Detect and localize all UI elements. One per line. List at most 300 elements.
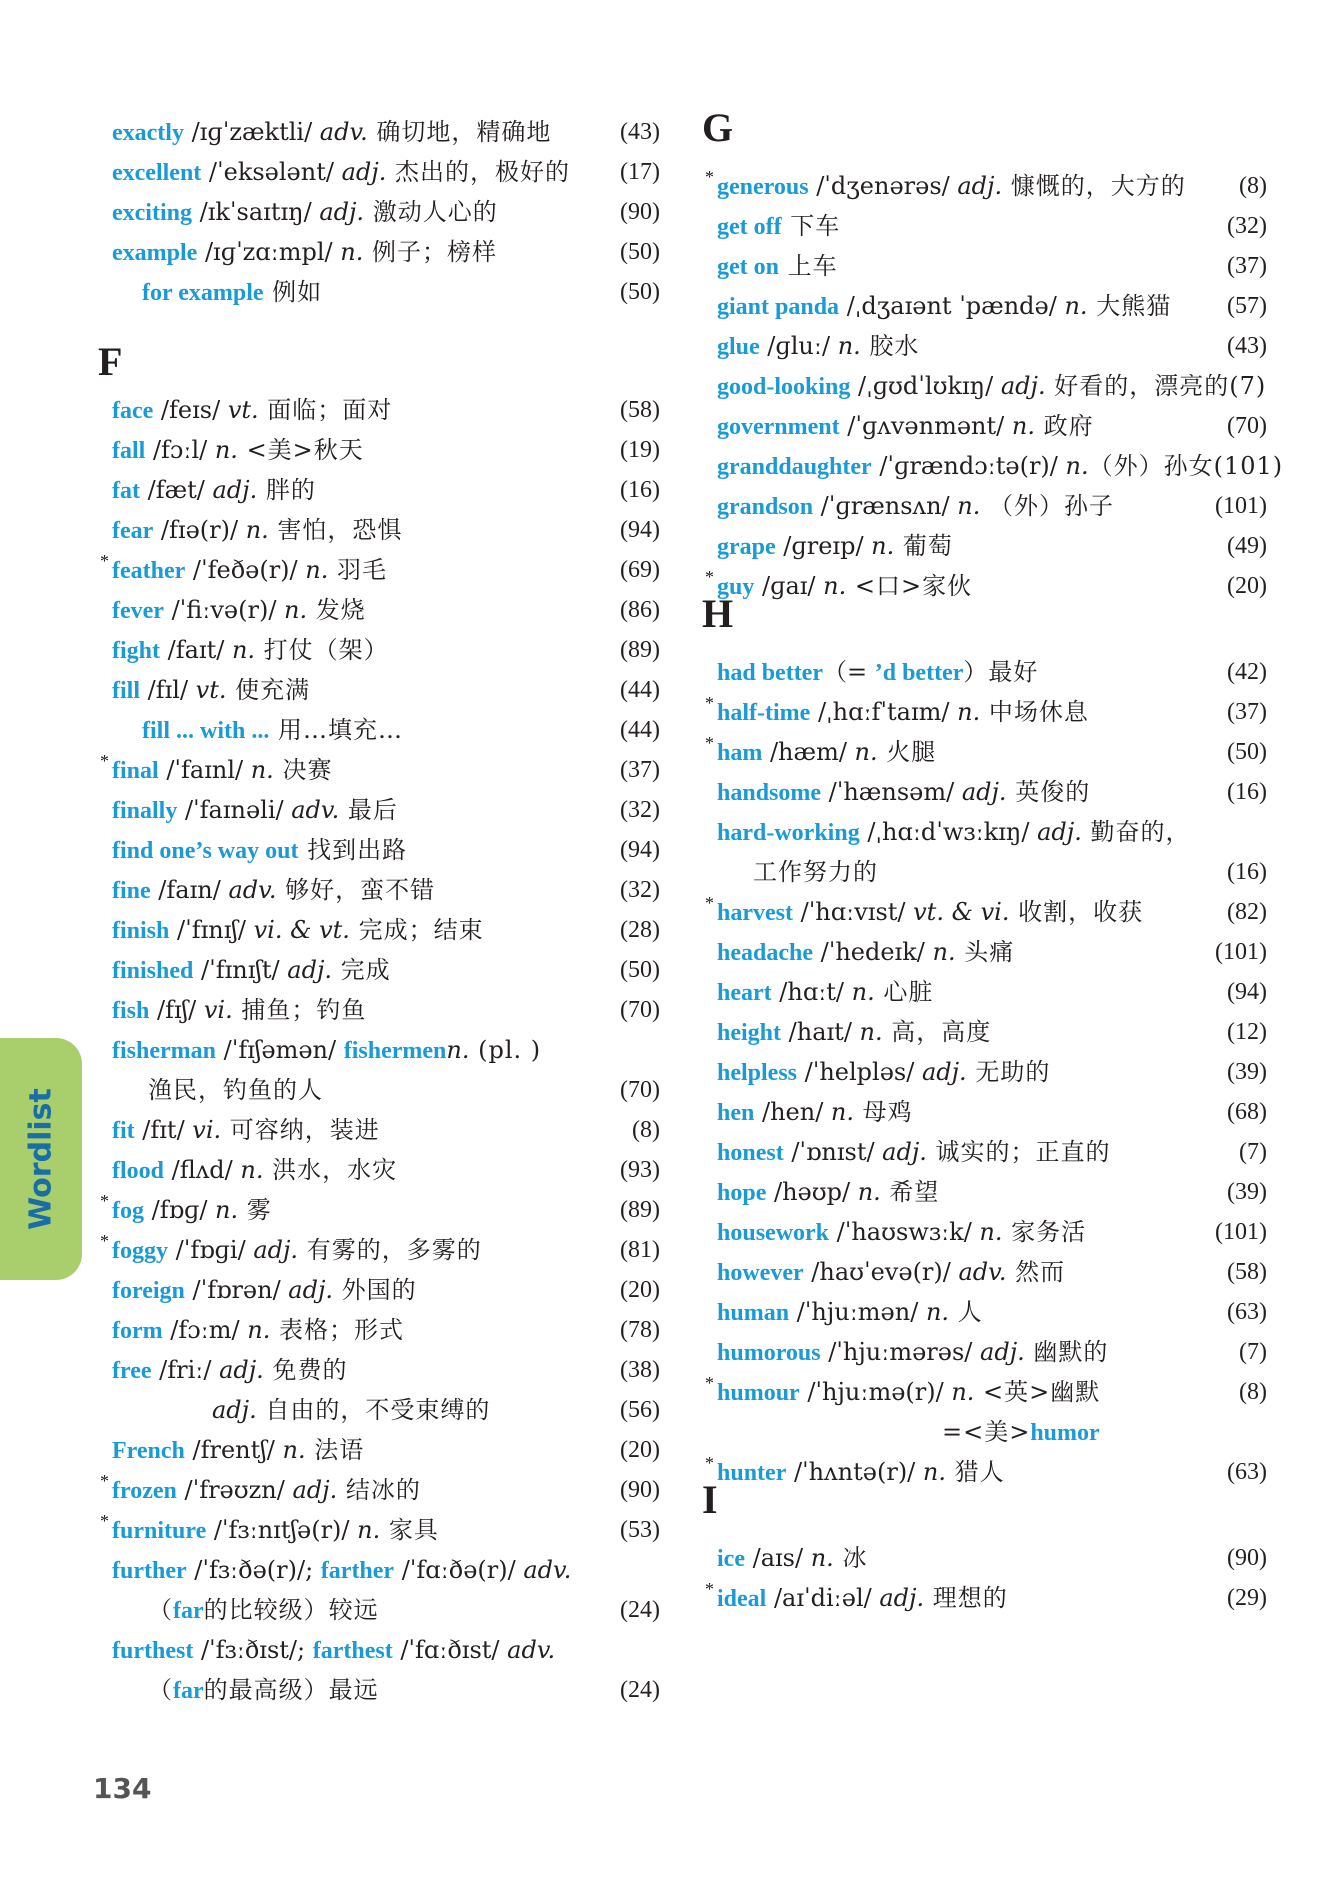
entry-row <box>112 1350 347 1390</box>
definition: 政府 <box>1034 412 1094 440</box>
page-ref: (8) <box>1239 1379 1267 1405</box>
phonetic: /ˈfɪnɪʃt/ <box>193 956 288 984</box>
definition: 发烧 <box>307 596 366 624</box>
headword: had better <box>717 660 823 686</box>
headword: flood <box>112 1158 165 1184</box>
starred-marker: * <box>705 1373 714 1393</box>
phonetic: /ˈfɪnɪʃ/ <box>169 916 254 944</box>
entry-row <box>112 550 387 590</box>
entry-row <box>717 326 919 366</box>
part-of-speech: adj. <box>1037 818 1082 846</box>
section-letter: G <box>702 105 734 150</box>
entry-row <box>717 1012 991 1052</box>
part-of-speech: n. <box>979 1218 1003 1246</box>
page-ref: (90) <box>620 199 660 225</box>
definition: 免费的 <box>263 1356 348 1384</box>
phonetic: /ˈdʒenərəs/ <box>808 172 958 200</box>
page-ref: (89) <box>620 1197 660 1223</box>
page-ref: (20) <box>1227 573 1267 599</box>
phonetic: /hɑːt/ <box>771 978 852 1006</box>
headword: ice <box>717 1546 745 1572</box>
page-ref: (90) <box>1227 1545 1267 1571</box>
definition: 洪水，水灾 <box>263 1156 398 1184</box>
entry-row <box>112 112 551 152</box>
definition: 然而 <box>1006 1258 1066 1286</box>
part-of-speech: adj. <box>287 956 333 984</box>
headword: get on <box>717 254 779 280</box>
phonetic: /ˈɡrændɔːtə(r)/ <box>871 452 1066 480</box>
definition: 家务活 <box>1002 1218 1087 1246</box>
entry-row <box>112 1190 272 1230</box>
page-ref: (24) <box>620 1677 660 1703</box>
part-of-speech: n. <box>282 1436 306 1464</box>
entry-row <box>717 892 1143 932</box>
definition: 家具 <box>380 1516 439 1544</box>
entry-row <box>717 526 953 566</box>
part-of-speech: n. <box>214 436 238 464</box>
definition: 自由的，不受束缚的 <box>256 1396 491 1424</box>
part-of-speech: n. <box>250 756 274 784</box>
headword: fill ... with ... <box>142 718 270 744</box>
entry-row <box>717 692 1089 732</box>
phonetic: （= <box>822 658 875 686</box>
headword-alt: ’d better <box>874 660 964 686</box>
phonetic: /fɒɡ/ <box>144 1196 216 1224</box>
headword: helpless <box>717 1060 798 1086</box>
part-of-speech: vi. <box>203 996 233 1024</box>
headword: French <box>112 1438 185 1464</box>
phonetic: /fɔːm/ <box>162 1316 248 1344</box>
phonetic: /ˈfɜːnɪtʃə(r)/ <box>206 1516 358 1544</box>
headword: humour <box>717 1380 800 1406</box>
phonetic: /ˈfiːvə(r)/ <box>163 596 285 624</box>
page-ref: (50) <box>1227 739 1267 765</box>
headword: harvest <box>717 900 793 926</box>
part-of-speech: adj. <box>1000 372 1046 400</box>
entry-row <box>717 1252 1065 1292</box>
part-of-speech: adj. <box>882 1138 927 1166</box>
definition: 幽默的 <box>1024 1338 1109 1366</box>
starred-marker: * <box>100 1231 109 1251</box>
part-of-speech: n. <box>823 572 847 600</box>
page-ref: (44) <box>620 717 660 743</box>
entry-row <box>112 990 366 1030</box>
headword: furthest <box>112 1638 194 1664</box>
entry-row <box>112 430 364 470</box>
entry-row <box>112 510 402 550</box>
definition: 胶水 <box>860 332 920 360</box>
phonetic: /aɪs/ <box>744 1544 811 1572</box>
definition: 羽毛 <box>328 556 387 584</box>
headword: honest <box>717 1140 784 1166</box>
part-of-speech: adj. <box>219 1356 264 1384</box>
phonetic: /ˈhjuːmən/ <box>789 1298 926 1326</box>
definition: ) <box>530 1036 542 1064</box>
part-of-speech: vi. <box>192 1116 222 1144</box>
page-ref: (7) <box>1239 1139 1267 1165</box>
headword: exciting <box>112 200 192 226</box>
page-ref: (86) <box>620 597 660 623</box>
phonetic: /ˌhɑːdˈwɜːkɪŋ/ <box>859 818 1038 846</box>
phonetic: /ˈhjuːmə(r)/ <box>799 1378 952 1406</box>
entry-row <box>717 246 838 286</box>
part-of-speech: adj. <box>921 1058 967 1086</box>
page-ref: (78) <box>620 1317 660 1343</box>
page-ref: (16) <box>620 477 660 503</box>
phonetic: /ˈfɜːðə(r)/; <box>186 1556 321 1584</box>
headword: fever <box>112 598 164 624</box>
page-ref: (70) <box>620 1077 660 1103</box>
headword: half-time <box>717 700 811 726</box>
entry-row <box>112 1150 397 1190</box>
entry-row <box>112 1310 404 1350</box>
phonetic: /ˈɡʌvənmənt/ <box>839 412 1012 440</box>
headword-ref: humor <box>1030 1420 1100 1446</box>
phonetic: /ɪɡˈzæktli/ <box>183 118 320 146</box>
phonetic: /ɡreɪp/ <box>775 532 872 560</box>
phonetic: /ˈɡrænsʌn/ <box>813 492 958 520</box>
page-ref: (24) <box>620 1597 660 1623</box>
phonetic: /frentʃ/ <box>184 1436 283 1464</box>
phonetic: /ɪɡˈzɑːmpl/ <box>197 238 341 266</box>
definition: 确切地，精确地 <box>367 118 552 146</box>
part-of-speech: adj. <box>319 198 365 226</box>
definition: 例子；榜样 <box>363 238 498 266</box>
definition: 捕鱼；钓鱼 <box>232 996 367 1024</box>
section-letter: F <box>98 339 123 384</box>
entry-row <box>717 366 1266 406</box>
phonetic: /fɪʃ/ <box>149 996 204 1024</box>
definition: 无助的 <box>966 1058 1051 1086</box>
page-ref: (50) <box>620 239 660 265</box>
part-of-speech: n. <box>284 596 308 624</box>
page-ref: (53) <box>620 1517 660 1543</box>
entry-row <box>112 1510 439 1550</box>
part-of-speech: n. <box>810 1544 834 1572</box>
headword: housework <box>717 1220 830 1246</box>
part-of-speech: adj. <box>288 1276 334 1304</box>
definition: 好看的，漂亮的(7) <box>1045 372 1267 400</box>
page-ref: (7) <box>1239 1339 1267 1365</box>
phonetic: /fɪə(r)/ <box>153 516 246 544</box>
entry-row <box>112 1270 417 1310</box>
definition: 冰 <box>833 1544 868 1572</box>
definition: 心脏 <box>874 978 934 1006</box>
part-of-speech: n. <box>922 1458 946 1486</box>
page-ref: (70) <box>1227 413 1267 439</box>
phonetic: /hen/ <box>754 1098 831 1126</box>
definition: 头痛 <box>955 938 1015 966</box>
starred-marker: * <box>100 551 109 571</box>
part-of-speech: n. <box>837 332 861 360</box>
part-of-speech: n. <box>851 978 875 1006</box>
part-of-speech: n. <box>245 516 269 544</box>
entry-row <box>717 1332 1108 1372</box>
part-of-speech: adj. <box>879 1584 925 1612</box>
definition: 英俊的 <box>1006 778 1091 806</box>
part-of-speech: n. <box>932 938 956 966</box>
phonetic: /ˈfɒɡi/ <box>168 1236 254 1264</box>
headword: fat <box>112 478 140 504</box>
entry-row <box>112 750 332 790</box>
part-of-speech: n. <box>925 1298 950 1326</box>
headword: fit <box>112 1118 135 1144</box>
phonetic: /ˈɒnɪst/ <box>783 1138 883 1166</box>
page-ref: (56) <box>620 1397 660 1423</box>
page-ref: (19) <box>620 437 660 463</box>
part-of-speech: vt. & vi. <box>913 898 1010 926</box>
page-ref: (39) <box>1227 1059 1267 1085</box>
headword: fish <box>112 998 150 1024</box>
headword: furniture <box>112 1518 207 1544</box>
definition: 下车 <box>781 212 841 240</box>
definition: <美>秋天 <box>237 436 364 464</box>
definition: 葡萄 <box>894 532 953 560</box>
page-ref: (44) <box>620 677 660 703</box>
entry-row <box>717 1538 867 1578</box>
definition: 诚实的；正直的 <box>926 1138 1111 1166</box>
phonetic: /ɡaɪ/ <box>754 572 824 600</box>
page-ref: (63) <box>1227 1299 1267 1325</box>
definition: 表格；形式 <box>270 1316 404 1344</box>
starred-marker: * <box>705 567 714 587</box>
starred-marker: * <box>705 1579 714 1599</box>
headword: foggy <box>112 1238 168 1264</box>
page-ref: (89) <box>620 637 660 663</box>
definition: （ <box>148 1596 173 1624</box>
page-ref: (20) <box>620 1437 660 1463</box>
part-of-speech: n. <box>215 1196 239 1224</box>
page-ref: (70) <box>620 997 660 1023</box>
definition: 害怕，恐惧 <box>268 516 403 544</box>
entry-row <box>717 406 1094 446</box>
headword: handsome <box>717 780 822 806</box>
part-of-speech: adj. <box>957 172 1003 200</box>
part-of-speech: vi. & vt. <box>253 916 350 944</box>
page-ref: (29) <box>1227 1585 1267 1611</box>
part-of-speech: n. <box>830 1098 854 1126</box>
definition: 决赛 <box>273 756 333 784</box>
entry-row <box>717 932 1014 972</box>
headword: hope <box>717 1180 767 1206</box>
page-ref: (37) <box>1227 699 1267 725</box>
starred-marker: * <box>100 751 109 771</box>
entry-row <box>717 286 1171 326</box>
definition: 可容纳，装进 <box>221 1116 380 1144</box>
definition: 完成 <box>332 956 391 984</box>
headword: feather <box>112 558 186 584</box>
definition: <口>家伙 <box>846 572 973 600</box>
definition: 使充满 <box>226 676 311 704</box>
headword: fine <box>112 878 151 904</box>
definition: =<美> <box>942 1418 1031 1446</box>
phonetic: /hæm/ <box>762 738 855 766</box>
entry-row <box>112 950 391 990</box>
part-of-speech: adj. <box>212 1396 257 1424</box>
definition: 高，高度 <box>882 1018 992 1046</box>
headword: guy <box>717 574 755 600</box>
entry-row <box>717 1292 983 1332</box>
part-of-speech: adv. <box>319 118 368 146</box>
headword: fight <box>112 638 160 664</box>
entry-row <box>112 830 407 870</box>
definition: 的比较级）较远 <box>203 1596 379 1624</box>
entry-row <box>717 652 1038 692</box>
phonetic: /fɪt/ <box>134 1116 193 1144</box>
headword: hunter <box>717 1460 787 1486</box>
part-of-speech: adv. <box>507 1636 556 1664</box>
entry-row <box>142 710 403 750</box>
entry-row <box>112 152 570 192</box>
definition: 胖的 <box>257 476 316 504</box>
headword: glue <box>717 334 760 360</box>
entry-row <box>717 1092 913 1132</box>
part-of-speech: n. <box>854 738 878 766</box>
page-ref: (32) <box>620 797 660 823</box>
entry-row <box>112 1630 555 1670</box>
entry-row <box>717 1052 1050 1092</box>
headword: fall <box>112 438 146 464</box>
part-of-speech: n. <box>247 1316 271 1344</box>
entry-row <box>112 390 392 430</box>
phonetic: /ˈfɑːðɪst/ <box>392 1636 508 1664</box>
page-ref: (37) <box>1227 253 1267 279</box>
definition: <英>幽默 <box>974 1378 1101 1406</box>
definition: 打仗（架） <box>255 636 389 664</box>
headword: frozen <box>112 1478 177 1504</box>
definition: 法语 <box>305 1436 365 1464</box>
definition: 上车 <box>779 252 838 280</box>
definition: 慷慨的，大方的 <box>1002 172 1186 200</box>
entry-row <box>717 206 840 246</box>
phonetic: /friː/ <box>151 1356 220 1384</box>
headword: for example <box>142 280 264 306</box>
part-of-speech: n. <box>446 1036 470 1064</box>
part-of-speech: n. <box>240 1156 264 1184</box>
phonetic: /ˈfɜːðɪst/; <box>193 1636 313 1664</box>
entry-row <box>112 1430 364 1470</box>
part-of-speech: n. <box>857 1178 881 1206</box>
headword: finished <box>112 958 194 984</box>
page-ref: (43) <box>620 119 660 145</box>
headword: ideal <box>717 1586 767 1612</box>
entry-row <box>112 790 398 830</box>
headword: ham <box>717 740 763 766</box>
entry-row <box>112 1230 482 1270</box>
starred-marker: * <box>100 1191 109 1211</box>
entry-row <box>717 486 1114 526</box>
part-of-speech: n. <box>859 1018 883 1046</box>
headword: government <box>717 414 840 440</box>
page-ref: (32) <box>620 877 660 903</box>
page-ref: (93) <box>620 1157 660 1183</box>
entry-row <box>717 812 1191 852</box>
definition: 完成；结束 <box>349 916 484 944</box>
phonetic: /ˈhedeɪk/ <box>813 938 933 966</box>
entry-row <box>942 1412 1100 1452</box>
part-of-speech: adj. <box>341 158 387 186</box>
part-of-speech: adv. <box>291 796 340 824</box>
definition: 有雾的，多雾的 <box>298 1236 482 1264</box>
definition: 收割，收获 <box>1009 898 1144 926</box>
phonetic: /ˌɡʊdˈlʊkɪŋ/ <box>850 372 1001 400</box>
headword: humorous <box>717 1340 821 1366</box>
headword: hen <box>717 1100 755 1126</box>
definition: (pl. <box>469 1036 531 1064</box>
definition: 渔民，钓鱼的人 <box>148 1076 323 1104</box>
headword: good-looking <box>717 374 851 400</box>
page-ref: (16) <box>1227 779 1267 805</box>
entry-row <box>717 1578 1008 1618</box>
phonetic: /ˈhelpləs/ <box>797 1058 922 1086</box>
entry-row <box>148 1070 323 1110</box>
phonetic: /aɪˈdiːəl/ <box>766 1584 880 1612</box>
starred-marker: * <box>705 693 714 713</box>
headword: generous <box>717 174 809 200</box>
part-of-speech: n. <box>957 492 981 520</box>
part-of-speech: n. <box>1064 292 1088 320</box>
phonetic: /faɪt/ <box>160 636 232 664</box>
entry-row <box>148 1590 379 1630</box>
headword-ref: far <box>173 1678 204 1704</box>
starred-marker: * <box>705 1453 714 1473</box>
headword-alt: farthest <box>312 1638 393 1664</box>
section-letter: I <box>702 1477 718 1522</box>
headword: hard-working <box>717 820 860 846</box>
definition: 结冰的 <box>337 1476 421 1504</box>
headword: however <box>717 1260 804 1286</box>
page-ref: (8) <box>632 1117 660 1143</box>
page-ref: (16) <box>1227 859 1267 885</box>
page-ref: (58) <box>1227 1259 1267 1285</box>
headword: finish <box>112 918 170 944</box>
entry-row <box>717 566 972 606</box>
starred-marker: * <box>705 893 714 913</box>
phonetic: /ˈfɒrən/ <box>184 1276 289 1304</box>
phonetic: /ˈfaɪnəli/ <box>177 796 292 824</box>
page-ref: (81) <box>620 1237 660 1263</box>
page-ref: (42) <box>1227 659 1267 685</box>
entry-row <box>717 1452 1005 1492</box>
page-ref: (17) <box>620 159 660 185</box>
part-of-speech: vt. <box>227 396 259 424</box>
page-ref: (101) <box>1215 1219 1267 1245</box>
definition: 希望 <box>880 1178 940 1206</box>
part-of-speech: adv. <box>958 1258 1007 1286</box>
phonetic: /faɪn/ <box>150 876 229 904</box>
entry-row <box>717 1372 1100 1412</box>
headword: grandson <box>717 494 814 520</box>
headword: free <box>112 1358 152 1384</box>
entry-row <box>112 870 435 910</box>
part-of-speech: vt. <box>195 676 227 704</box>
entry-row <box>112 630 389 670</box>
part-of-speech: adj. <box>980 1338 1025 1366</box>
definition: 母鸡 <box>854 1098 913 1126</box>
entry-row <box>112 1550 571 1590</box>
headword: heart <box>717 980 772 1006</box>
page-ref: (57) <box>1227 293 1267 319</box>
phonetic: /ɡluː/ <box>759 332 838 360</box>
definition: 雾 <box>238 1196 272 1224</box>
page-ref: (68) <box>1227 1099 1267 1125</box>
headword: excellent <box>112 160 202 186</box>
page-ref: (69) <box>620 557 660 583</box>
entry-row <box>717 732 936 772</box>
page-ref: (94) <box>1227 979 1267 1005</box>
part-of-speech: adv. <box>523 1556 572 1584</box>
phonetic: /ˈhaʊswɜːk/ <box>829 1218 980 1246</box>
